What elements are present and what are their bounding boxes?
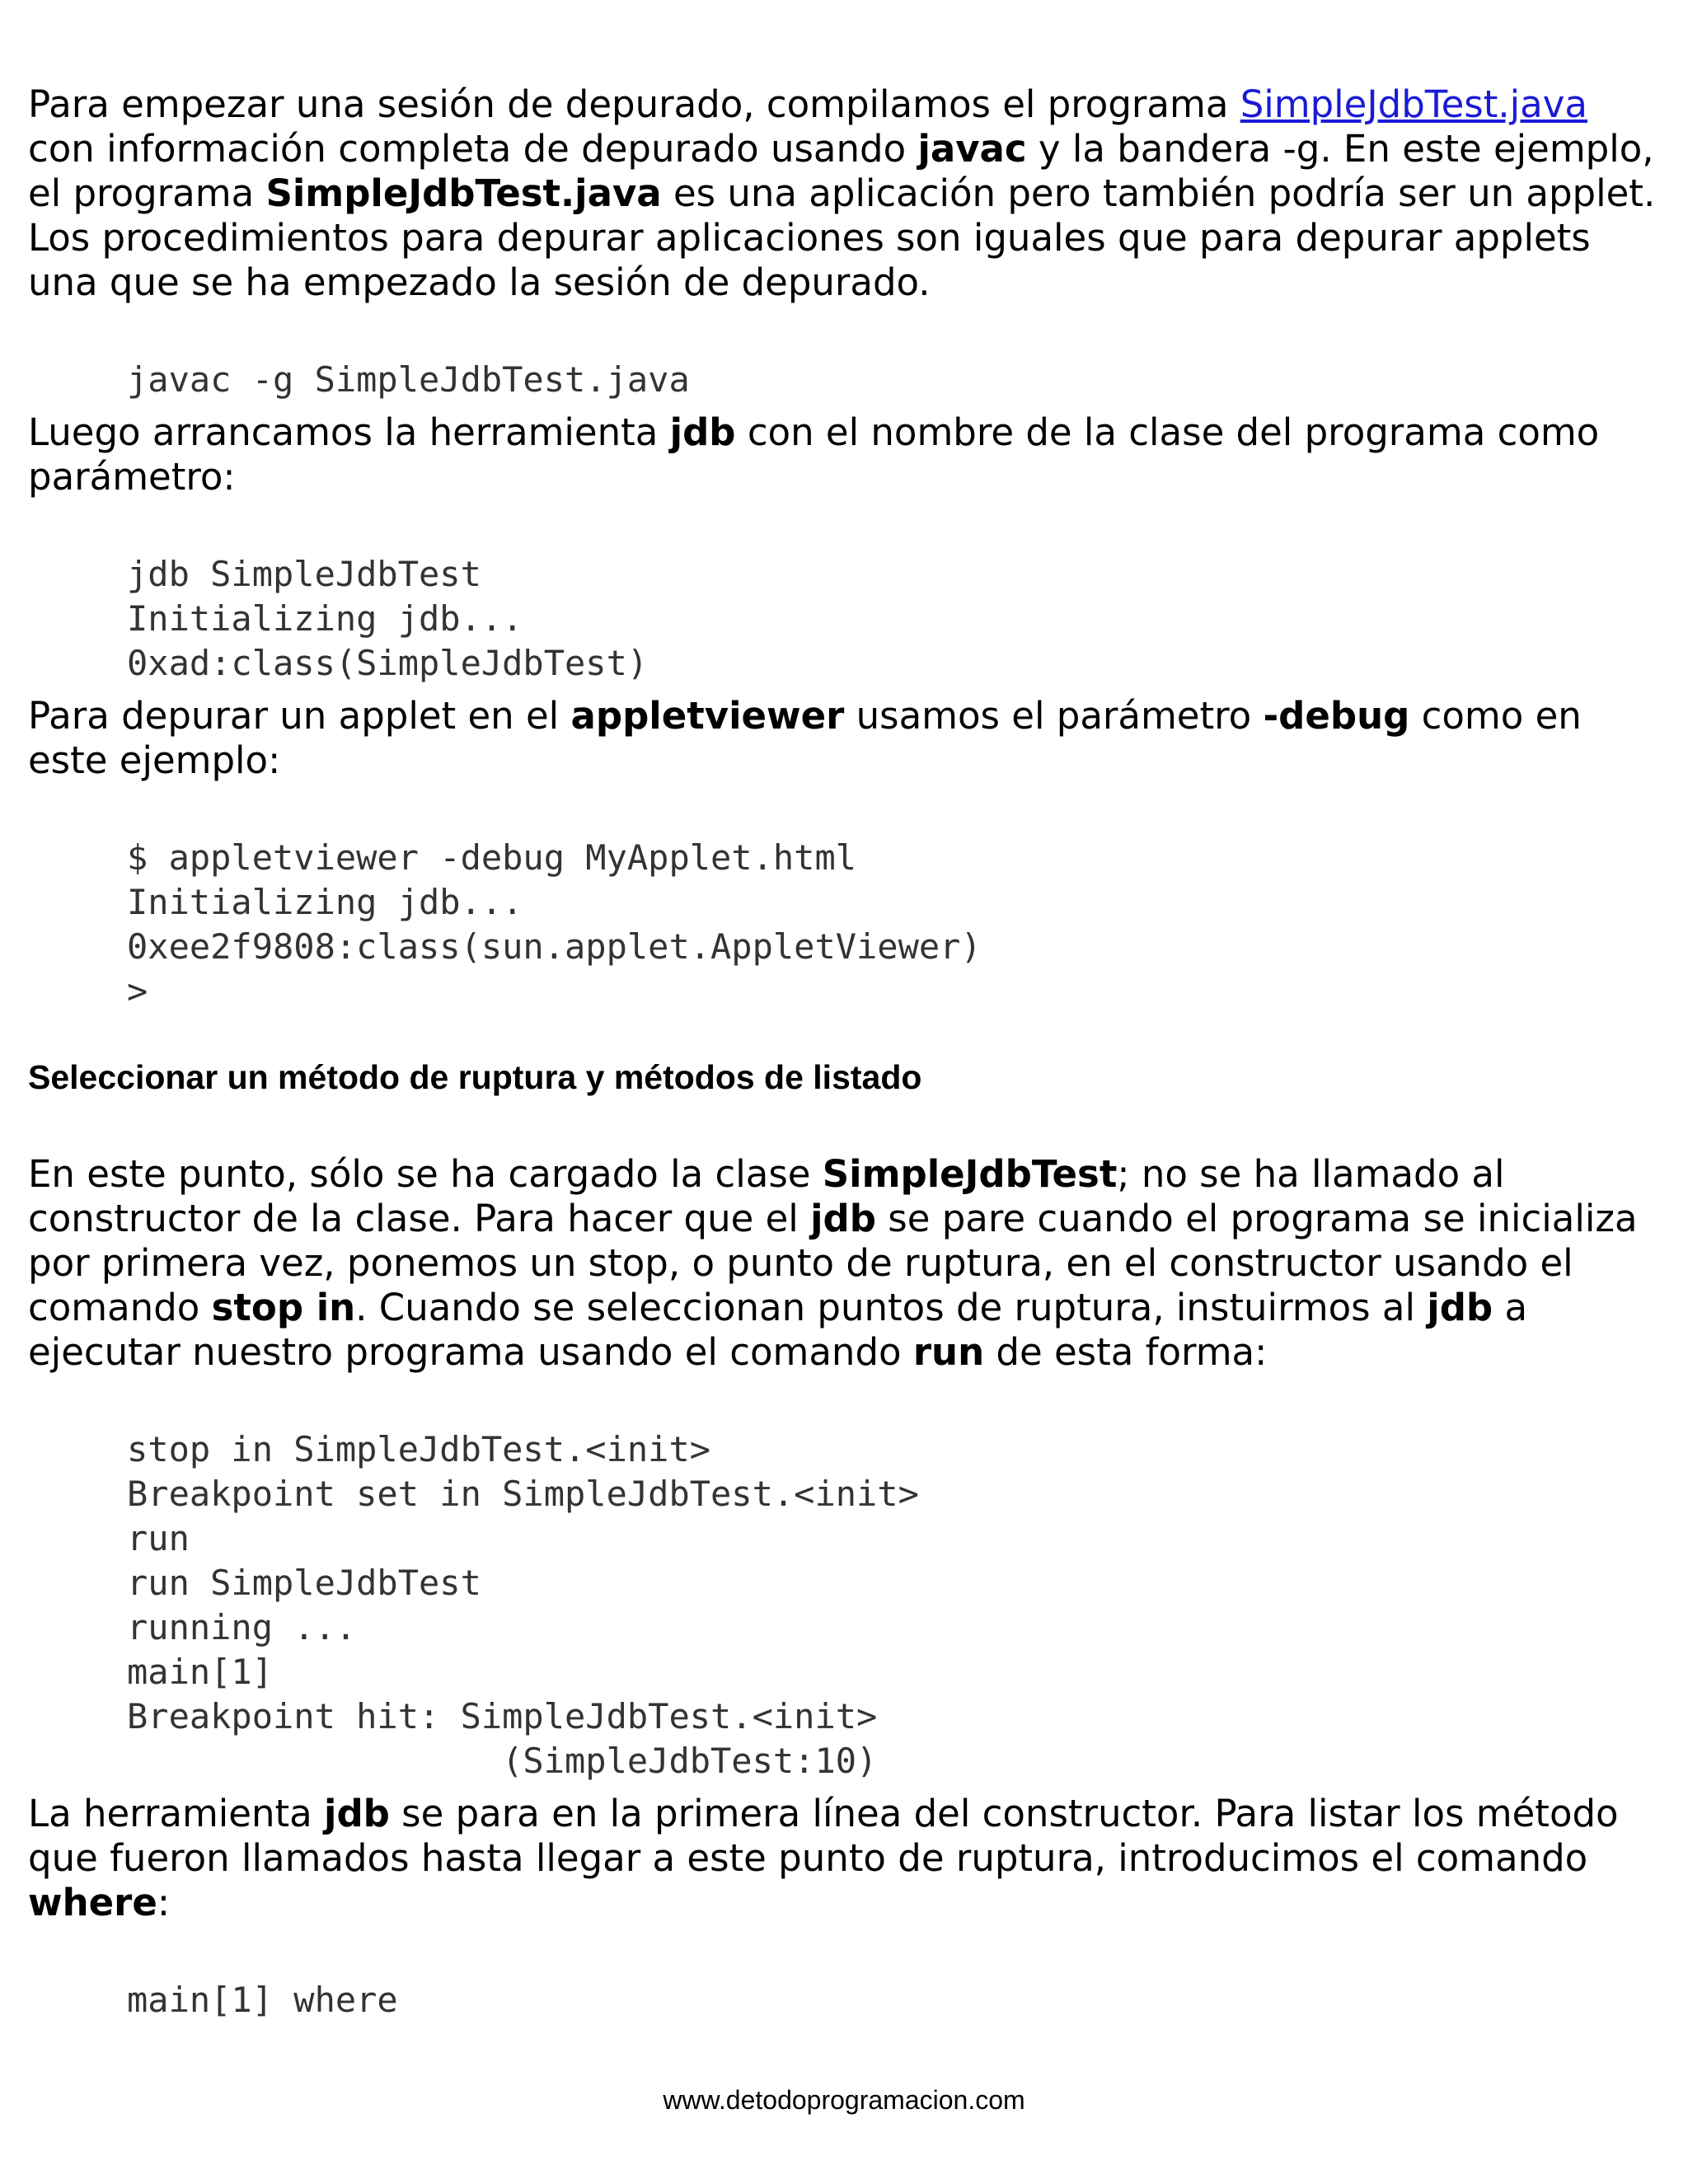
footer-url: www.detodoprogramacion.com — [663, 2085, 1025, 2115]
text-run: con información completa de depurado usando — [28, 127, 918, 171]
section-heading: Seleccionar un método de ruptura y métodos de listado — [28, 1058, 922, 1096]
bold-jdb: jdb — [669, 410, 736, 454]
bold-jdb: jdb — [810, 1197, 876, 1240]
text-run: usamos el parámetro — [844, 694, 1264, 738]
paragraph-breakpoint — [28, 1152, 1660, 1375]
text-run: como en este ejemplo: — [28, 694, 1582, 782]
code-block-javac: javac -g SimpleJdbTest.java — [127, 359, 690, 400]
code-block-appletviewer: $ appletviewer -debug MyApplet.html Initializing jdb... 0xee2f9808:class(sun.applet.AppletViewer) > — [127, 837, 982, 1011]
simplejdbtest-link[interactable]: SimpleJdbTest.java — [1240, 82, 1587, 126]
text-run: Luego arrancamos la herramienta — [28, 410, 670, 454]
bold-class: SimpleJdbTest — [822, 1152, 1118, 1196]
paragraph-appletviewer — [28, 694, 1660, 783]
paragraph-jdb-start — [28, 410, 1660, 499]
text-run: se para en la primera línea del constructor. Para listar los método que fueron llamados hasta llegar a este punto de ruptura, introducimos el comando — [28, 1792, 1619, 1880]
bold-debug: -debug — [1263, 694, 1410, 738]
paragraph-intro — [28, 82, 1660, 305]
bold-where: where — [28, 1881, 157, 1924]
text-run: y la bandera -g. En este ejemplo, el programa — [28, 127, 1654, 215]
bold-appletviewer: appletviewer — [570, 694, 845, 738]
bold-jdb: jdb — [1427, 1286, 1493, 1329]
bold-javac: javac — [917, 127, 1027, 171]
text-run: : — [157, 1881, 171, 1924]
paragraph-where — [28, 1792, 1660, 1925]
text-run: Para depurar un applet en el — [28, 694, 571, 738]
bold-jdb: jdb — [324, 1792, 390, 1835]
bold-stop-in: stop in — [211, 1286, 356, 1329]
code-block-stop-run: stop in SimpleJdbTest.<init> Breakpoint set in SimpleJdbTest.<init> run run SimpleJdbTest running ... main[1] Breakpoint hit: SimpleJdbTest.<init> (SimpleJdbTest:10) — [127, 1429, 919, 1781]
bold-run: run — [912, 1330, 985, 1374]
text-run: . Cuando se seleccionan puntos de ruptura, instuirmos al — [355, 1286, 1428, 1329]
text-run: La herramienta — [28, 1792, 325, 1835]
text-run: En este punto, sólo se ha cargado la clase — [28, 1152, 823, 1196]
text-run: a ejecutar nuestro programa usando el comando — [28, 1286, 1528, 1374]
text-run: de esta forma: — [984, 1330, 1268, 1374]
bold-filename: SimpleJdbTest.java — [265, 171, 662, 215]
text-run: es una aplicación pero también podría ser un applet. Los procedimientos para depurar aplicaciones son iguales que para depurar applets una que se ha empezado la sesión de depurado. — [28, 171, 1656, 304]
code-block-where: main[1] where — [127, 1980, 398, 2020]
text-run: Para empezar una sesión de depurado, compilamos el programa — [28, 82, 1240, 126]
code-block-jdb-init: jdb SimpleJdbTest Initializing jdb... 0xad:class(SimpleJdbTest) — [127, 554, 649, 683]
document-page — [28, 82, 1660, 2022]
text-run: se pare cuando el programa se inicializa por primera vez, ponemos un stop, o punto de ruptura, en el constructor usando el comando — [28, 1197, 1638, 1329]
text-run: ; no se ha llamado al constructor de la clase. Para hacer que el — [28, 1152, 1505, 1240]
text-run: con el nombre de la clase del programa como parámetro: — [28, 410, 1600, 499]
